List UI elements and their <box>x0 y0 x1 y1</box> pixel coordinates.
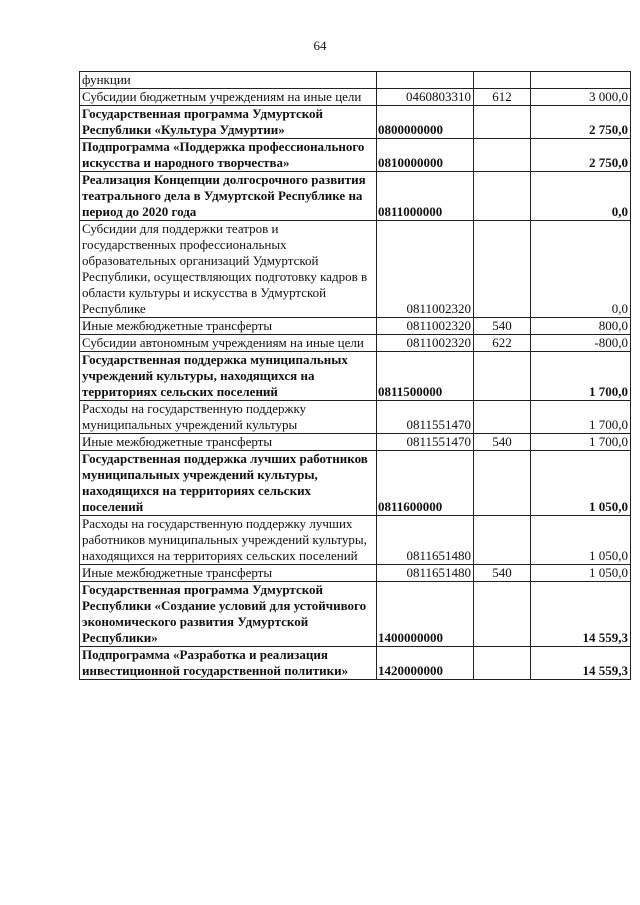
row-name-cell: Расходы на государственную поддержку лучших работников муниципальных учреждений культуры, находящихся на территориях сельских поселений <box>80 516 377 565</box>
row-name-cell: Подпрограмма «Поддержка профессионального искусства и народного творчества» <box>80 139 377 172</box>
table-row <box>80 582 631 647</box>
row-name-cell: Государственная программа Удмуртской Республики «Культура Удмуртии» <box>80 106 377 139</box>
row-expense-type-cell <box>474 516 531 565</box>
row-amount-cell: 1 700,0 <box>531 352 631 401</box>
row-amount-cell: 14 559,3 <box>531 647 631 680</box>
table-row <box>80 139 631 172</box>
row-amount-cell: 0,0 <box>531 172 631 221</box>
table-row <box>80 172 631 221</box>
row-name-cell: Расходы на государственную поддержку муниципальных учреждений культуры <box>80 401 377 434</box>
row-amount-cell: 1 050,0 <box>531 451 631 516</box>
table-row <box>80 221 631 318</box>
row-code-cell: 0811551470 <box>377 401 474 434</box>
row-amount-cell: 1 050,0 <box>531 516 631 565</box>
table-row <box>80 318 631 335</box>
row-name-cell: Государственная поддержка лучших работников муниципальных учреждений культуры, находящихся на территориях сельских поселений <box>80 451 377 516</box>
table-row <box>80 565 631 582</box>
row-code-cell: 0811002320 <box>377 335 474 352</box>
row-code-cell: 0811000000 <box>377 172 474 221</box>
row-name-cell: Иные межбюджетные трансферты <box>80 434 377 451</box>
row-code-cell: 0800000000 <box>377 106 474 139</box>
row-code-cell: 0810000000 <box>377 139 474 172</box>
row-code-cell: 0811551470 <box>377 434 474 451</box>
table-row <box>80 516 631 565</box>
row-expense-type-cell: 622 <box>474 335 531 352</box>
table-row <box>80 335 631 352</box>
row-expense-type-cell: 612 <box>474 89 531 106</box>
row-amount-cell: 2 750,0 <box>531 106 631 139</box>
row-code-cell: 0811651480 <box>377 516 474 565</box>
table-row <box>80 106 631 139</box>
row-amount-cell: 14 559,3 <box>531 582 631 647</box>
table-row <box>80 89 631 106</box>
row-code-cell: 0811500000 <box>377 352 474 401</box>
row-expense-type-cell <box>474 221 531 318</box>
row-expense-type-cell <box>474 139 531 172</box>
row-amount-cell: 800,0 <box>531 318 631 335</box>
row-expense-type-cell <box>474 401 531 434</box>
row-name-cell: Подпрограмма «Разработка и реализация инвестиционной государственной политики» <box>80 647 377 680</box>
row-code-cell: 1400000000 <box>377 582 474 647</box>
row-name-cell: Иные межбюджетные трансферты <box>80 565 377 582</box>
row-code-cell: 0811002320 <box>377 221 474 318</box>
row-amount-cell: 1 700,0 <box>531 401 631 434</box>
row-code-cell: 0811651480 <box>377 565 474 582</box>
row-expense-type-cell: 540 <box>474 565 531 582</box>
row-name-cell: Иные межбюджетные трансферты <box>80 318 377 335</box>
row-name-cell: Государственная программа Удмуртской Республики «Создание условий для устойчивого экономического развития Удмуртской Республики» <box>80 582 377 647</box>
table-row <box>80 72 631 89</box>
row-expense-type-cell <box>474 352 531 401</box>
page-number: 64 <box>313 38 327 53</box>
row-code-cell: 0811600000 <box>377 451 474 516</box>
row-amount-cell: 0,0 <box>531 221 631 318</box>
table-row <box>80 352 631 401</box>
row-expense-type-cell <box>474 172 531 221</box>
budget-table-body <box>80 72 631 680</box>
row-expense-type-cell <box>474 451 531 516</box>
row-expense-type-cell <box>474 582 531 647</box>
row-expense-type-cell <box>474 72 531 89</box>
row-name-cell: Реализация Концепции долгосрочного развития театрального дела в Удмуртской Республике на период до 2020 года <box>80 172 377 221</box>
row-name-cell: Субсидии бюджетным учреждениям на иные цели <box>80 89 377 106</box>
row-expense-type-cell: 540 <box>474 318 531 335</box>
row-expense-type-cell <box>474 647 531 680</box>
table-row <box>80 434 631 451</box>
row-code-cell: 1420000000 <box>377 647 474 680</box>
row-code-cell <box>377 72 474 89</box>
row-amount-cell: 1 050,0 <box>531 565 631 582</box>
row-code-cell: 0460803310 <box>377 89 474 106</box>
row-code-cell: 0811002320 <box>377 318 474 335</box>
row-name-cell: функции <box>80 72 377 89</box>
table-row <box>80 647 631 680</box>
row-amount-cell: 2 750,0 <box>531 139 631 172</box>
row-name-cell: Субсидии для поддержки театров и государственных профессиональных образовательных организаций Удмуртской Республики, осуществляющих подготовку кадров в области культуры и искусства в Удмуртской Республике <box>80 221 377 318</box>
row-name-cell: Государственная поддержка муниципальных учреждений культуры, находящихся на территориях сельских поселений <box>80 352 377 401</box>
row-amount-cell: 3 000,0 <box>531 89 631 106</box>
row-amount-cell: -800,0 <box>531 335 631 352</box>
row-amount-cell <box>531 72 631 89</box>
table-row <box>80 401 631 434</box>
row-amount-cell: 1 700,0 <box>531 434 631 451</box>
row-expense-type-cell: 540 <box>474 434 531 451</box>
row-expense-type-cell <box>474 106 531 139</box>
table-row <box>80 451 631 516</box>
row-name-cell: Субсидии автономным учреждениям на иные цели <box>80 335 377 352</box>
budget-table <box>79 71 631 680</box>
